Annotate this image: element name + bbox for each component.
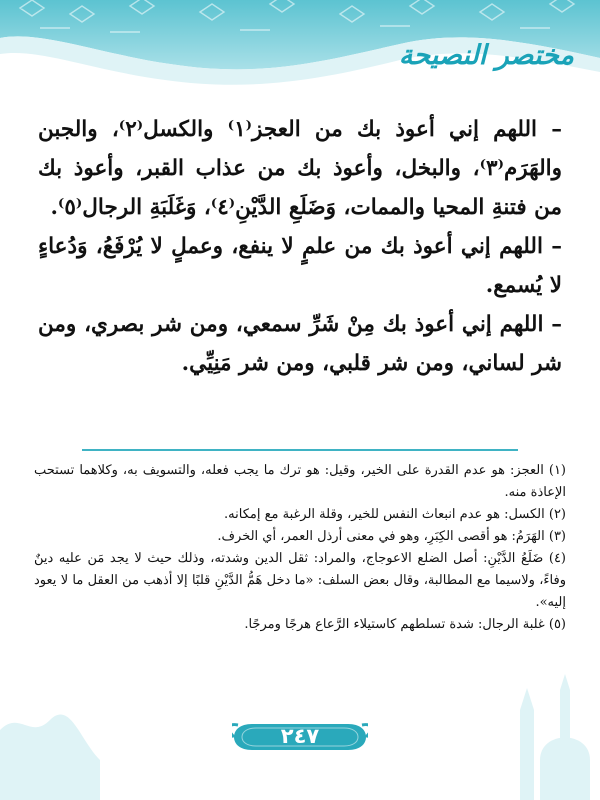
footnote: (٤) ضَلَعُ الدَّيْنِ: أصل الضلع الاعوجاج، والمراد: ثقل الدين وشدته، وذلك حيث لا يجد مَن عليه دينٌ وفاءً، ولاسيما مع المطالبة، وقال بعض السلف: «ما دخل هَمُّ الدَّيْنِ قلبًا إلا أذهب من العقل ما لا يعود إليه». — [34, 551, 566, 610]
book-title-logo: مختصر النصيحة — [398, 40, 574, 71]
page-number: ٢٤٧ — [280, 724, 320, 748]
footnote: (٥) غلبة الرجال: شدة تسلطهم كاستيلاء الرَّعاع هرجًا ومرجًا. — [244, 617, 566, 632]
supplication-paragraph: – اللهم إني أعوذ بك من العجز⁽١⁾ والكسل⁽٢⁾، والجبن والهَرَم⁽٣⁾، والبخل، وأعوذ بك من عذاب القبر، وأعوذ بك من فتنةِ المحيا والممات، وَضَلَعِ الدَّيْنِ⁽٤⁾، وَغَلَبَةِ الرجال⁽٥⁾. — [38, 117, 562, 220]
footnote-divider — [82, 449, 518, 451]
footnote: (١) العجز: هو عدم القدرة على الخير، وقيل: هو ترك ما يجب فعله، والتسويف به، وكلاهما تستحب الإعاذة منه. — [34, 463, 566, 500]
footnote: (٣) الهَرَمُ: هو أقصى الكِبَرِ، وهو في معنى أرذل العمر، أي الخرف. — [217, 529, 566, 544]
main-text — [38, 110, 562, 383]
footnotes — [34, 460, 566, 636]
supplication-paragraph: – اللهم إني أعوذ بك مِنْ شَرِّ سمعي، ومن شر بصري، ومن شر لساني، ومن شر قلبي، ومن شر مَنِيِّي. — [38, 312, 562, 376]
supplication-paragraph: – اللهم إني أعوذ بك من علمٍ لا ينفع، وعملٍ لا يُرْفَعُ، وَدُعاءٍ لا يُسمع. — [38, 234, 562, 298]
footnote: (٢) الكسل: هو عدم انبعاث النفس للخير، وقلة الرغبة مع إمكانه. — [224, 507, 566, 522]
